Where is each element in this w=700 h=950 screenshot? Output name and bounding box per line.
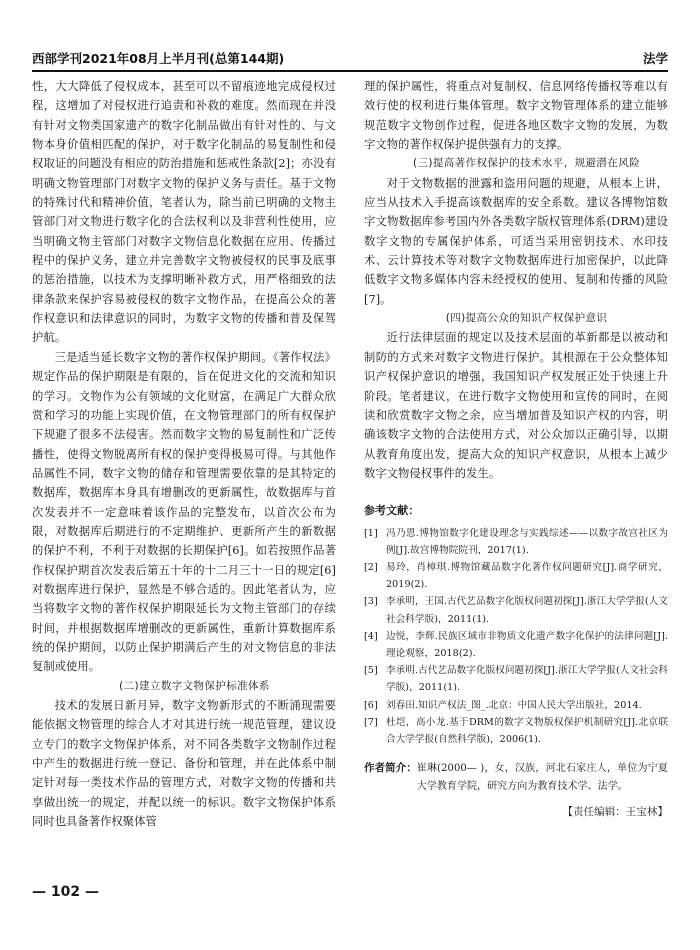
reference-number: [2]	[364, 561, 378, 573]
reference-text: 李承明，王国.古代艺品数字化版权问题初探[J].浙江大学学报(人文社会科学版)，2011(1).	[386, 596, 668, 625]
paragraph: 近行法律层面的规定以及技术层面的革新都是以被动和制防的方式来对数字文物进行保护。其根源在于公众整体知识产权保护意识的增强，我国知识产权发展正处于快速上升阶段。笔者建议，在进行数字文物使用和宣传的同时，在阅读和欣赏数字文物之余，应当增加普及知识产权的内容，明确该数字文物的合法使用方式，对公众加以正确引导，以期从教育角度出发，提高大众的知识产权意识，从根本上减少数字文物侵权事件的发生。	[364, 331, 668, 480]
reference-item	[364, 714, 668, 748]
reference-number: [4]	[364, 630, 378, 642]
paragraph: 理的保护属性，将重点对复制权、信息网络传播权等难以有效行使的权利进行集体管理。数字文物管理体系的建立能够规范数字文物创作过程，促进各地区数字文物的发展，为数字文物的著作权保护提供强有力的支撑。	[364, 80, 668, 152]
left-column	[32, 77, 336, 831]
paragraph: 三是适当延长数字文物的著作权保护期间。《著作权法》规定作品的保护期限是有限的，旨在促进文化的交流和知识的学习。文物作为公有领域的文化财富，在满足广大群众欣赏和学习的功能上实现价值，在文物管理部门的所有权保护下规避了很多不法侵害。然而数字文物的易复制性和广泛传播性，使得文物脱离所有权的保护变得极易可得。与其他作品属性不同，数字文物的储存和管理需要依靠的是其特定的数据库，数据库本身具有增删改的更新属性，故数据库与首次发表并不一定意味着该作品的完整发布，以首次公布为限，对数据库后期进行的不定期维护、更新所产生的新数据的保护不利，不利于对数据的长期保护[6]。如若按照作品著作权保护期首次发表后第五十年的十二月三十一日的规定[6]对数据库进行保护，显然是不够合适的。因此笔者认为，应当将数字文物的著作权保护期限延长为文物主管部门的存续时间，并根据数据库增删改的更新属性，重新计算数据库系统的保护期间，以防止保护期满后产生的对文物信息的非法复制或使用。	[32, 350, 336, 674]
reference-text: 冯乃恩.博物馆数字化建设理念与实践综述——以数字故宫社区为例[J].故宫博物院院刊，2017(1).	[386, 527, 668, 556]
reference-text: 刘春田.知识产权法_图_.北京：中国人民大学出版社，2014.	[386, 699, 642, 711]
page-number: — 102 —	[32, 884, 99, 900]
reference-number: [7]	[364, 716, 378, 728]
paragraph: 对于文物数据的泄露和盗用问题的规避，从根本上讲，应当从技术入手提高该数据库的安全系数。建议各博物馆数字文物数据库参考国内外各类数字版权管理体系(DRM)建设数字文物的专属保护体系，可适当采用密钥技术、水印技术、云计算技术等对数字文物数据库进行加密保护，以此降低数字文物多媒体内容未经授权的使用、复制和传播的风险[7]。	[364, 176, 668, 306]
reference-item	[364, 525, 668, 559]
right-column	[364, 77, 668, 823]
reference-item	[364, 662, 668, 696]
author-label: 作者简介：	[364, 762, 417, 775]
author-info	[364, 760, 668, 795]
reference-item	[364, 559, 668, 593]
section-heading: (四)提高公众的知识产权保护意识	[445, 312, 608, 325]
header-rule	[32, 70, 668, 72]
reference-text: 边悦，李辉.民族区域市非物质文化遗产数字化保护的法律问题[J].理论观察，2018(2).	[386, 630, 668, 659]
reference-number: [6]	[364, 699, 378, 711]
references-title: 参考文献：	[364, 504, 420, 518]
reference-item	[364, 628, 668, 662]
running-header	[32, 50, 668, 68]
reference-list	[364, 525, 668, 749]
reference-number: [3]	[364, 596, 378, 608]
reference-number: [1]	[364, 527, 378, 539]
reference-item	[364, 593, 668, 627]
reference-number: [5]	[364, 665, 378, 677]
paragraph: 性，大大降低了侵权成本，甚至可以不留痕迹地完成侵权过程，这增加了对侵权进行追责和补救的难度。然而现在并没有针对文物类国家遗产的数字化制品做出有针对性的、与文物本身价值相匹配的保护，对于数字化制品的易复制性和侵权取证的问题没有相应的防治措施和惩戒性条款[2]；亦没有明确文物管理部门对数字文物的保护义务与责任。基于文物的特殊讨代和精神价值，笔者认为，除当前已明确的文物主管部门对文物进行数字化的合法权利以及非营利性使用，应当明确文物主管部门对数字文物信息化数据在应用、传播过程中的保护义务，建立并完善数字文物被侵权的民事及底事的惩治措施，以技术为支撑明晰补救方式，用严格细致的法律条款来保护容易被侵权的数字文物作品，在提高公众的著作权意识和法律意识的同时，为数字文物的传播和普及保驾护航。	[32, 80, 336, 345]
journal-title: 西部学刊2021年08月上半月刊(总第144期)	[32, 51, 285, 66]
reference-text: 易玲，肖樟琪.博物馆藏品数字化著作权问题研究[J].商学研究，2019(2).	[386, 561, 668, 591]
reference-text: 杜垲，高小龙.基于DRM的数字文物版权保护机制研究[J].北京联合大学学报(自然科学版)，2006(1).	[386, 716, 668, 745]
reference-item	[364, 697, 668, 714]
reference-text: 李承明.古代艺品数字化版权问题初探[J].浙江大学学报(人文社会科学版)，2011(1).	[386, 665, 668, 694]
section-name: 法学	[642, 51, 668, 66]
paragraph: 技术的发展日新月异，数字文物新形式的不断涌现需要能依据文物管理的综合人才对其进行统一规范管理，建议设立专门的数字文物保护体系，对不同各类数字文物制作过程中产生的数据进行统一登记、备份和管理，并在此体系中制定针对每一类技术作品的管理方式，对数字文物的传播和共享做出统一的规定，并配以统一的标识。数字文物保护体系同时也具备著作权聚体管	[32, 699, 336, 829]
author-text: 崔琳(2000— )，女，汉族，河北石家庄人，单位为宁夏大学教育学院，研究方向为教育技术学、法学。	[416, 763, 668, 792]
section-heading: (二)建立数字文物保护标准体系	[119, 679, 270, 692]
section-heading: (三)提高著作权保护的技术水平，规避潜在风险	[413, 157, 640, 170]
responsible-editor: 【责任编辑：王宝林】	[562, 806, 668, 819]
